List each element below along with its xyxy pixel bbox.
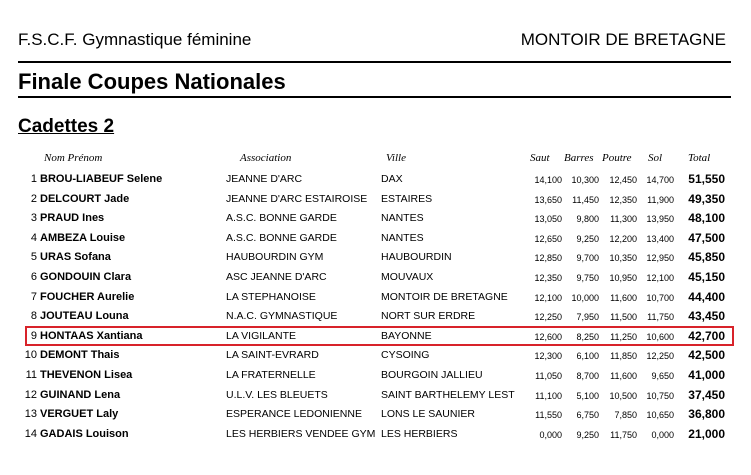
category-title: Cadettes 2: [18, 116, 115, 137]
highlight-box: [25, 326, 734, 346]
sol-score: 10,600: [646, 331, 674, 342]
name-cell: VERGUET Laly: [40, 408, 119, 421]
total-score: 21,000: [688, 426, 725, 441]
poutre-score: 11,300: [610, 214, 637, 225]
name-cell: GUINAND Lena: [40, 388, 121, 401]
association-cell: LA VIGILANTE: [226, 329, 297, 342]
total-score: 42,500: [688, 348, 725, 363]
barres-score: 9,750: [576, 273, 599, 283]
association-cell: JEANNE D'ARC: [226, 173, 303, 185]
table-row: [0, 405, 751, 425]
poutre-score: 12,200: [609, 233, 637, 244]
total-score: 37,450: [688, 387, 725, 402]
city-cell: DAX: [381, 173, 403, 185]
city-cell: BAYONNE: [381, 329, 432, 342]
barres-score: 6,100: [576, 351, 599, 362]
rank-cell: 3: [30, 212, 37, 225]
poutre-score: 12,450: [609, 175, 637, 185]
barres-score: 5,100: [576, 390, 599, 401]
sol-score: 11,750: [647, 312, 674, 323]
city-cell: ESTAIRES: [381, 192, 433, 205]
header-barres: Barres: [564, 152, 594, 164]
association-cell: A.S.C. BONNE GARDE: [226, 212, 337, 225]
association-cell: A.S.C. BONNE GARDE: [226, 231, 337, 244]
barres-score: 10,000: [571, 292, 599, 303]
rank-cell: 8: [30, 310, 37, 323]
saut-score: 12,350: [534, 273, 562, 283]
sol-score: 9,650: [651, 371, 674, 381]
saut-score: 12,250: [534, 312, 562, 323]
rank-cell: 12: [24, 388, 37, 401]
rank-cell: 14: [24, 427, 37, 440]
saut-score: 11,550: [535, 410, 562, 421]
city-cell: MONTOIR DE BRETAGNE: [381, 290, 508, 303]
name-cell: AMBEZA Louise: [40, 231, 126, 244]
poutre-score: 11,250: [610, 331, 637, 342]
table-row: [0, 209, 751, 229]
saut-score: 14,100: [534, 175, 562, 185]
association-cell: LES HERBIERS VENDEE GYM: [226, 427, 376, 440]
city-cell: HAUBOURDIN: [381, 251, 452, 264]
header-divider: [18, 61, 731, 63]
poutre-score: 10,950: [609, 273, 637, 283]
barres-score: 8,700: [576, 371, 599, 381]
rank-cell: 9: [30, 329, 37, 342]
title-divider: [18, 96, 731, 98]
page-title: Finale Coupes Nationales: [18, 69, 286, 94]
total-score: 45,850: [688, 250, 725, 265]
name-cell: DEMONT Thais: [40, 349, 120, 362]
total-score: 43,450: [688, 309, 725, 324]
poutre-score: 12,350: [609, 194, 637, 205]
name-cell: PRAUD Ines: [40, 212, 105, 225]
saut-score: 13,650: [534, 194, 562, 205]
total-score: 45,150: [688, 270, 725, 284]
barres-score: 9,250: [576, 233, 599, 244]
name-cell: DELCOURT Jade: [40, 192, 130, 205]
saut-score: 12,300: [534, 351, 562, 362]
total-score: 48,100: [688, 211, 725, 226]
header-sol: Sol: [648, 152, 663, 164]
table-row: [0, 190, 751, 210]
table-row: [0, 268, 751, 288]
saut-score: 13,050: [534, 214, 562, 225]
table-row: [0, 248, 751, 268]
city-cell: LES HERBIERS: [381, 427, 458, 440]
total-score: 36,800: [688, 407, 725, 422]
barres-score: 7,950: [576, 312, 599, 323]
poutre-score: 11,600: [610, 292, 637, 303]
saut-score: 11,100: [535, 390, 562, 401]
sol-score: 10,700: [646, 292, 674, 303]
poutre-score: 11,500: [610, 312, 637, 323]
barres-score: 6,750: [576, 410, 599, 421]
poutre-score: 11,750: [610, 429, 637, 440]
rank-cell: 6: [30, 271, 37, 283]
total-score: 42,700: [688, 328, 725, 343]
poutre-score: 10,500: [609, 390, 637, 401]
association-cell: JEANNE D'ARC ESTAIROISE: [226, 192, 368, 205]
rank-cell: 4: [30, 231, 37, 244]
poutre-score: 11,600: [610, 371, 637, 381]
association-cell: LA SAINT-EVRARD: [226, 349, 319, 362]
name-cell: FOUCHER Aurelie: [40, 290, 135, 303]
association-cell: LA FRATERNELLE: [226, 369, 316, 381]
sol-score: 13,950: [646, 214, 674, 225]
barres-score: 8,250: [576, 331, 599, 342]
header-city: Ville: [386, 152, 406, 164]
city-cell: NORT SUR ERDRE: [381, 310, 476, 323]
rank-cell: 13: [24, 408, 37, 421]
name-cell: GONDOUIN Clara: [40, 271, 132, 283]
rank-cell: 10: [24, 349, 37, 362]
barres-score: 9,800: [576, 214, 599, 225]
barres-score: 11,450: [572, 194, 599, 205]
saut-score: 12,600: [534, 331, 562, 342]
city-cell: CYSOING: [381, 349, 430, 362]
header-association: Association: [240, 152, 292, 164]
sol-score: 11,900: [647, 194, 674, 205]
name-cell: HONTAAS Xantiana: [40, 329, 143, 342]
rank-cell: 5: [30, 251, 37, 264]
total-score: 49,350: [688, 191, 725, 206]
name-cell: THEVENON Lisea: [40, 369, 133, 381]
header-saut: Saut: [530, 152, 550, 164]
sol-score: 12,950: [646, 253, 674, 264]
association-cell: ESPERANCE LEDONIENNE: [226, 408, 362, 421]
rank-cell: 11: [25, 369, 37, 381]
name-cell: BROU-LIABEUF Selene: [40, 173, 163, 185]
city-cell: NANTES: [381, 231, 424, 244]
table-row: [0, 288, 751, 308]
sol-score: 0,000: [651, 429, 674, 440]
header-poutre: Poutre: [602, 152, 632, 164]
sol-score: 10,750: [646, 390, 674, 401]
total-score: 44,400: [688, 289, 725, 304]
barres-score: 9,250: [576, 429, 599, 440]
sol-score: 13,400: [646, 233, 674, 244]
association-cell: ASC JEANNE D'ARC: [226, 271, 327, 283]
total-score: 51,550: [688, 172, 725, 186]
sol-score: 14,700: [646, 175, 674, 185]
total-score: 47,500: [688, 230, 725, 245]
association-cell: U.L.V. LES BLEUETS: [226, 388, 328, 401]
association-cell: HAUBOURDIN GYM: [226, 251, 324, 264]
city-cell: SAINT BARTHELEMY LEST: [381, 388, 515, 401]
table-row: [0, 170, 751, 190]
sol-score: 12,100: [646, 273, 674, 283]
table-row: [0, 366, 751, 386]
rank-cell: 7: [30, 290, 37, 303]
rank-cell: 2: [30, 192, 37, 205]
table-row: [0, 346, 751, 366]
saut-score: 11,050: [535, 371, 562, 381]
name-cell: JOUTEAU Louna: [40, 310, 129, 323]
saut-score: 12,100: [534, 292, 562, 303]
organization-title: F.S.C.F. Gymnastique féminine: [18, 30, 252, 49]
name-cell: GADAIS Louison: [40, 427, 129, 440]
poutre-score: 7,850: [614, 410, 637, 421]
saut-score: 12,650: [534, 233, 562, 244]
city-cell: LONS LE SAUNIER: [381, 408, 475, 421]
barres-score: 9,700: [576, 253, 599, 264]
city-cell: MOUVAUX: [381, 271, 434, 283]
sol-score: 10,650: [646, 410, 674, 421]
name-cell: URAS Sofana: [40, 251, 111, 264]
saut-score: 12,850: [534, 253, 562, 264]
barres-score: 10,300: [571, 175, 599, 185]
rank-cell: 1: [30, 173, 37, 185]
association-cell: N.A.C. GYMNASTIQUE: [226, 310, 338, 323]
total-score: 41,000: [688, 368, 725, 382]
association-cell: LA STEPHANOISE: [226, 290, 316, 303]
poutre-score: 10,350: [609, 253, 637, 264]
sol-score: 12,250: [646, 351, 674, 362]
poutre-score: 11,850: [610, 351, 637, 362]
table-row: [0, 229, 751, 249]
header-name: Nom Prénom: [44, 152, 103, 164]
city-cell: NANTES: [381, 212, 424, 225]
table-row: [0, 307, 751, 327]
city-cell: BOURGOIN JALLIEU: [381, 369, 483, 381]
saut-score: 0,000: [539, 429, 562, 440]
table-row: [0, 425, 751, 445]
table-row: [0, 386, 751, 406]
header-total: Total: [688, 152, 711, 164]
event-location: MONTOIR DE BRETAGNE: [520, 30, 726, 49]
